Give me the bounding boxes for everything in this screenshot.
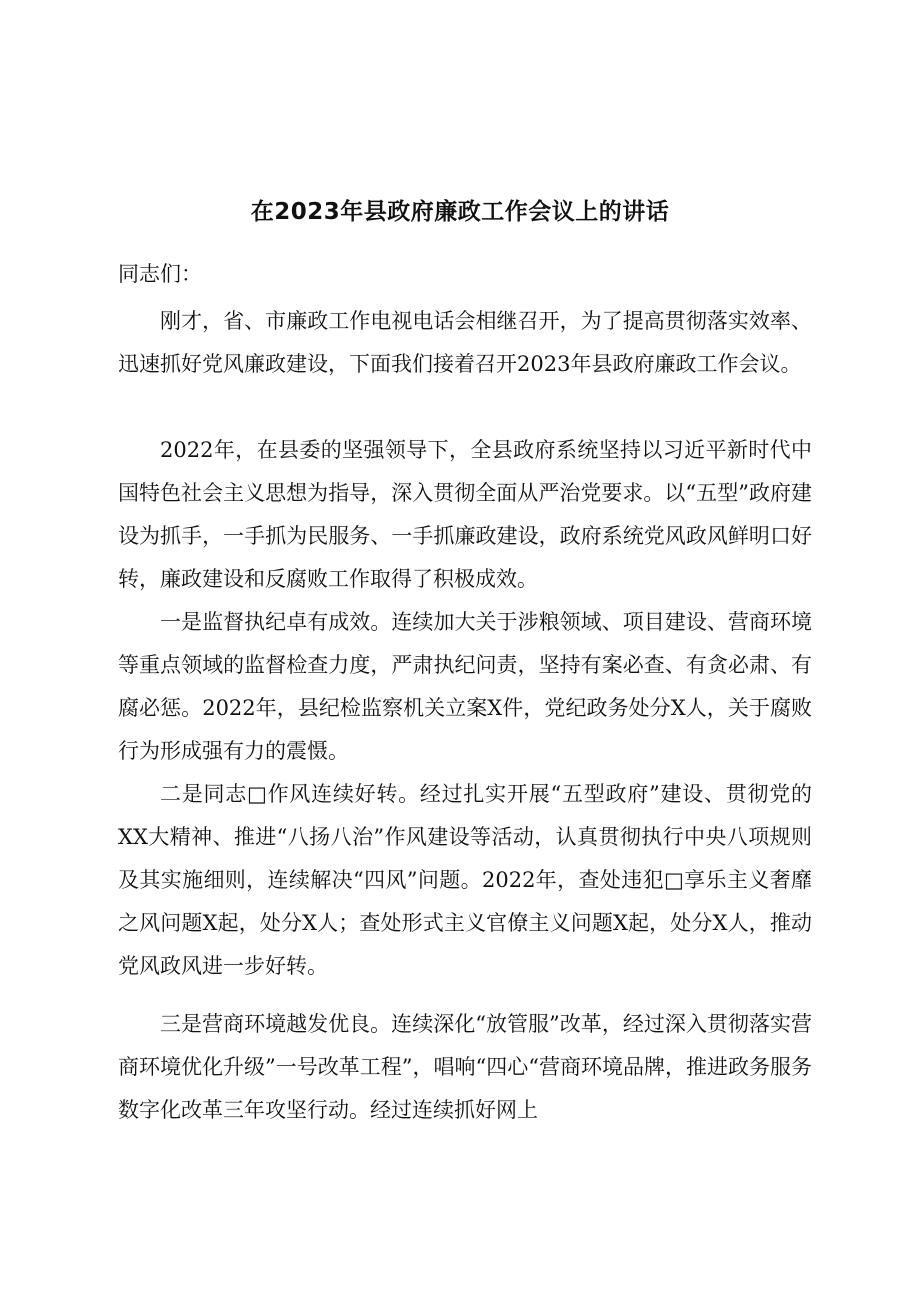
paragraph-summary-2022: 2022年，在县委的坚强领导下，全县政府系统坚持以习近平新时代中国特色社会主义思想为指导，深入贯彻全面从严治党要求。以“五型”政府建设为抓手，一手抓为民服务、一手抓廉政建设，政府系统党风政风鲜明口好转，廉政建设和反腐败工作取得了积极成效。 [118, 438, 812, 591]
salutation: 同志们： [118, 262, 202, 286]
paragraph-opening: 刚才，省、市廉政工作电视电话会相继召开，为了提高贯彻落实效率、迅速抓好党风廉政建设，下面我们接着召开2023年县政府廉政工作会议。 [118, 309, 812, 376]
paragraph-work-style: 二是同志□作风连续好转。经过扎实开展“五型政府”建设、贯彻党的XX大精神、推进“八扬八治”作风建设等活动，认真贯彻执行中央八项规则及其实施细则，连续解决“四风”问题。2022年，查处违犯□享乐主义奢靡之风问题X起，处分X人；查处形式主义官僚主义问题X起，处分X人，推动党风政风进一步好转。 [118, 782, 812, 978]
document-title: 在2023年县政府廉政工作会议上的讲话 [250, 199, 670, 225]
paragraph-supervision: 一是监督执纪卓有成效。连续加大关于涉粮领域、项目建设、营商环境等重点领域的监督检查力度，严肃执纪问责，坚持有案必查、有贪必肃、有腐必惩。2022年，县纪检监察机关立案X件，党纪政务处分X人，关于腐败行为形成强有力的震慑。 [118, 610, 812, 763]
paragraph-business-environment: 三是营商环境越发优良。连续深化“放管服”改革，经过深入贯彻落实营商环境优化升级”一号改革工程”，唱响“四心“营商环境品牌，推进政务服务数字化改革三年攻坚行动。经过连续抓好网上 [118, 1012, 812, 1122]
